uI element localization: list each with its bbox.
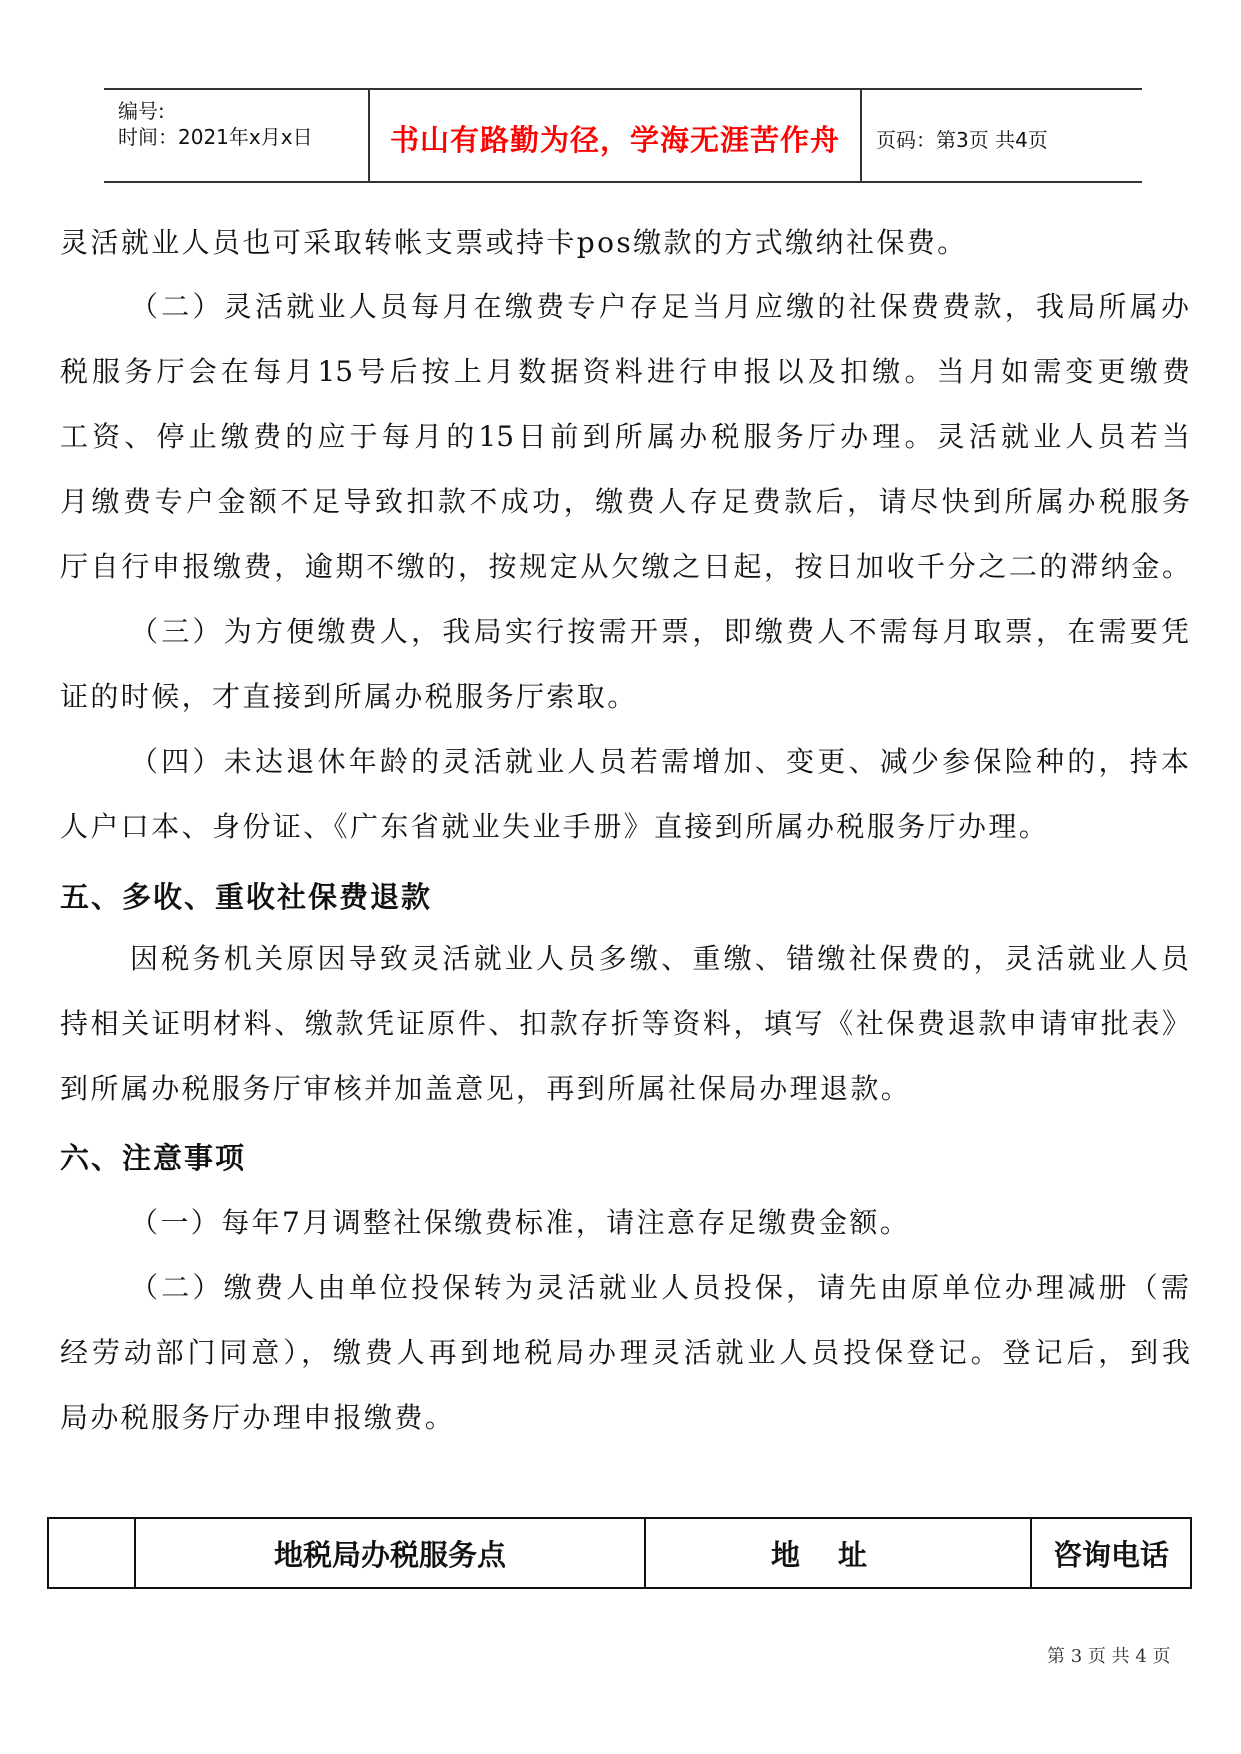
paragraph-line: （三）为方便缴费人，我局实行按需开票，即缴费人不需每月取票，在需要凭 xyxy=(130,615,1189,648)
paragraph-line: 税服务厅会在每月15号后按上月数据资料进行申报以及扣缴。当月如需变更缴费 xyxy=(60,355,1190,388)
paragraph-line: 人户口本、身份证、《广东省就业失业手册》直接到所属办税服务厅办理。 xyxy=(60,810,1050,843)
table-header-cell: 咨询电话 xyxy=(1052,1537,1169,1572)
table-header-cell: 地址 xyxy=(646,1519,1032,1587)
date-label: 时间：2021年x月x日 xyxy=(118,125,313,149)
serial-label: 编号: xyxy=(118,99,165,123)
document-header xyxy=(104,88,1142,183)
section-heading: 六、注意事项 xyxy=(60,1141,247,1175)
page-footer: 第 3 页 共 4 页 xyxy=(1047,1646,1171,1667)
paragraph-line: 证的时候，才直接到所属办税服务厅索取。 xyxy=(60,680,638,713)
paragraph-line: （一）每年7月调整社保缴费标准，请注意存足缴费金额。 xyxy=(130,1206,911,1239)
header-page-info: 页码：第3页 共4页 xyxy=(876,128,1048,152)
paragraph-line: （四）未达退休年龄的灵活就业人员若需增加、变更、减少参保险种的，持本 xyxy=(130,745,1189,778)
paragraph-line: 因税务机关原因导致灵活就业人员多缴、重缴、错缴社保费的，灵活就业人员 xyxy=(130,942,1189,975)
paragraph-line: 持相关证明材料、缴款凭证原件、扣款存折等资料，填写《社保费退款申请审批表》 xyxy=(60,1007,1190,1040)
paragraph-line: （二）灵活就业人员每月在缴费专户存足当月应缴的社保费费款，我局所属办 xyxy=(130,290,1189,323)
paragraph-line: （二）缴费人由单位投保转为灵活就业人员投保，请先由原单位办理减册（需 xyxy=(130,1271,1189,1304)
service-points-table xyxy=(47,1517,1192,1589)
motto: 书山有路勤为径，学海无涯苦作舟 xyxy=(389,123,840,157)
paragraph-line: 月缴费专户金额不足导致扣款不成功，缴费人存足费款后，请尽快到所属办税服务 xyxy=(60,485,1190,518)
paragraph-line: 到所属办税服务厅审核并加盖意见，再到所属社保局办理退款。 xyxy=(60,1072,912,1105)
paragraph-line: 厅自行申报缴费，逾期不缴的，按规定从欠缴之日起，按日加收千分之二的滞纳金。 xyxy=(60,550,1190,583)
paragraph-line: 工资、停止缴费的应于每月的15日前到所属办税服务厅办理。灵活就业人员若当 xyxy=(60,420,1190,453)
table-header-cell xyxy=(49,1519,136,1587)
header-meta-cell xyxy=(104,90,370,181)
section-heading: 五、多收、重收社保费退款 xyxy=(60,880,433,914)
header-page-cell xyxy=(862,90,1142,181)
header-motto-cell xyxy=(370,90,862,181)
paragraph-line: 经劳动部门同意），缴费人再到地税局办理灵活就业人员投保登记。登记后，到我 xyxy=(60,1336,1190,1369)
paragraph-line: 局办税服务厅办理申报缴费。 xyxy=(60,1401,456,1434)
table-header-cell: 地税局办税服务点 xyxy=(136,1519,646,1587)
paragraph-line: 灵活就业人员也可采取转帐支票或持卡pos缴款的方式缴纳社保费。 xyxy=(60,226,968,259)
